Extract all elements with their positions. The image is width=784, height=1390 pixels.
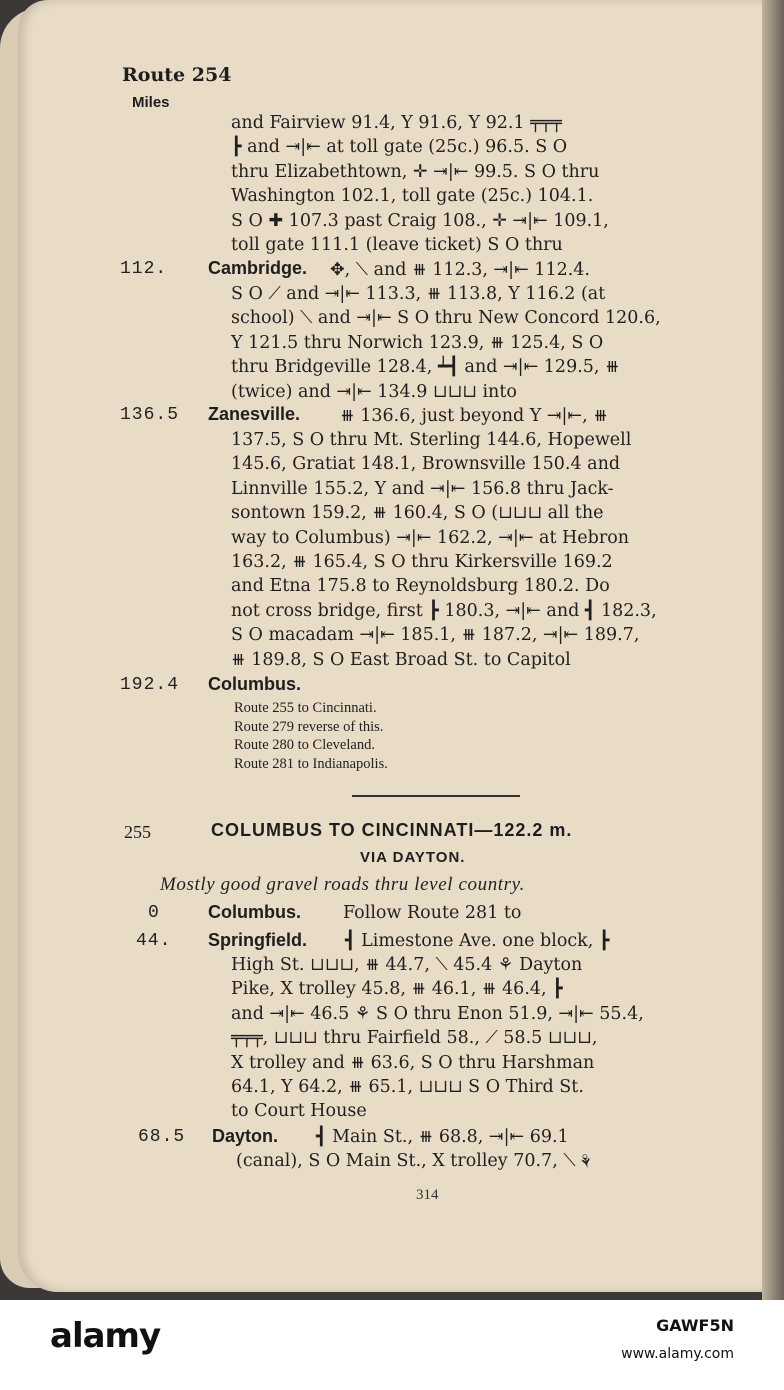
place-name: Cambridge. [208,258,308,278]
mileage: 44. [136,931,172,951]
text-line: way to Columbus) ⇥|⇤ 162.2, ⇥|⇤ at Hebron [231,527,630,548]
entry-text-block [231,282,721,404]
mileage: 68.5 [138,1127,186,1147]
route-reference: Route 255 to Cincinnati. [234,700,377,716]
text-line: sontown 159.2, ⧻ 160.4, S O (⊔⊔⊔ all the [231,503,604,524]
text-line: school) ⟍ and ⇥|⇤ S O thru New Concord 120.6, [231,308,661,329]
text-line: ┫ Main St., ⧻ 68.8, ⇥|⇤ 69.1 [316,1127,569,1147]
section-divider [352,795,520,797]
mileage: 136.5 [120,405,180,425]
route-reference: Route 280 to Cleveland. [234,737,375,754]
text-line: and ⇥|⇤ 46.5 ⚘ S O thru Enon 51.9, ⇥|⇤ 55.4, [231,1003,644,1024]
entry-inline-text [343,901,713,925]
text-line: S O ⟋ and ⇥|⇤ 113.3, ⧻ 113.8, Y 116.2 (at [231,284,606,304]
route-reference: Route 281 to Indianapolis. [234,755,388,772]
entry-first-line [330,258,720,282]
text-line: ✥, ⟍ and ⧻ 112.3, ⇥|⇤ 112.4. [330,260,590,280]
mileage: 192.4 [120,675,180,695]
place-name: Columbus. [208,902,301,922]
text-line: 137.5, S O thru Mt. Sterling 144.6, Hopewell [231,430,632,450]
entry-text-block [236,1149,726,1173]
text-line: Y 121.5 thru Norwich 123.9, ⧻ 125.4, S O [231,332,604,353]
text-line: X trolley and ⧻ 63.6, S O thru Harshman [231,1052,595,1073]
miles-heading: Miles [132,94,170,111]
text-line: (canal), S O Main St., X trolley 70.7, ⟍ ⚘ [236,1151,591,1171]
text-line: S O ✚ 107.3 past Craig 108., ✛ ⇥|⇤ 109.1, [231,210,609,231]
text-line: thru Elizabethtown, ✛ ⇥|⇤ 99.5. S O thru [231,161,600,182]
place-name: Dayton. [212,1126,279,1146]
text-line: Pike, X trolley 45.8, ⧻ 46.1, ⧻ 46.4, ┣ [231,979,563,1000]
image-id: GAWF5N [656,1316,734,1335]
text-line: ⧻ 189.8, S O East Broad St. to Capitol [231,649,571,670]
text-line: Linnville 155.2, Y and ⇥|⇤ 156.8 thru Jack- [231,478,614,499]
section-description: Mostly good gravel roads thru level country. [160,874,526,895]
route-references [234,699,388,773]
text-line: and Etna 175.8 to Reynoldsburg 180.2. Do [231,576,610,597]
text-line: 163.2, ⧻ 165.4, S O thru Kirkersville 169.2 [231,552,613,573]
section-number: 255 [124,822,151,842]
route-heading: Route 254 [122,64,232,86]
text-line: ┫ Limestone Ave. one block, ┣ [345,931,610,951]
text-line: thru Bridgeville 128.4, ┷┫ and ⇥|⇤ 129.5, ⧻ [231,357,620,378]
entry-first-line [316,1125,720,1149]
section-via: VIA DAYTON. [360,849,466,866]
book-spine [762,0,784,1300]
alamy-logo: alamy [50,1316,161,1356]
text-line: Follow Route 281 to [343,903,522,923]
text-line: toll gate 111.1 (leave ticket) S O thru [231,235,563,256]
text-line: and Fairview 91.4, Y 91.6, Y 92.1 ╤╤╤ [231,113,562,133]
mileage: 112. [120,259,168,279]
entry-first-line [340,404,720,428]
route-continuation-block [231,111,721,257]
place-name: Zanesville. [208,404,301,424]
text-line: S O macadam ⇥|⇤ 185.1, ⧻ 187.2, ⇥|⇤ 189.7, [231,625,640,646]
entry-first-line [345,929,721,953]
text-line: High St. ⊔⊔⊔, ⧻ 44.7, ⟍ 45.4 ⚘ Dayton [231,955,583,975]
entry-text-block [231,428,721,672]
route-reference: Route 279 reverse of this. [234,718,384,735]
text-line: to Court House [231,1101,367,1122]
place-name: Columbus. [208,674,301,694]
footer-url: www.alamy.com [621,1346,734,1362]
text-line: Washington 102.1, toll gate (25c.) 104.1. [231,186,594,207]
text-line: (twice) and ⇥|⇤ 134.9 ⊔⊔⊔ into [231,381,517,402]
text-line: not cross bridge, first ┣ 180.3, ⇥|⇤ and ┫ 182.3, [231,600,657,621]
place-name: Springfield. [208,930,307,950]
mileage: 0 [148,903,160,923]
section-title: COLUMBUS TO CINCINNATI—122.2 m. [211,820,573,840]
text-line: 145.6, Gratiat 148.1, Brownsville 150.4 and [231,454,621,475]
text-line: ┣ and ⇥|⇤ at toll gate (25c.) 96.5. S O [231,137,568,158]
text-line: ⧻ 136.6, just beyond Y ⇥|⇤, ⧻ [340,406,608,426]
entry-text-block [231,953,721,1124]
text-line: 64.1, Y 64.2, ⧻ 65.1, ⊔⊔⊔ S O Third St. [231,1077,584,1098]
text-line: ╤╤╤, ⊔⊔⊔ thru Fairfield 58., ⟋ 58.5 ⊔⊔⊔, [231,1028,598,1049]
page-number: 314 [416,1187,439,1203]
